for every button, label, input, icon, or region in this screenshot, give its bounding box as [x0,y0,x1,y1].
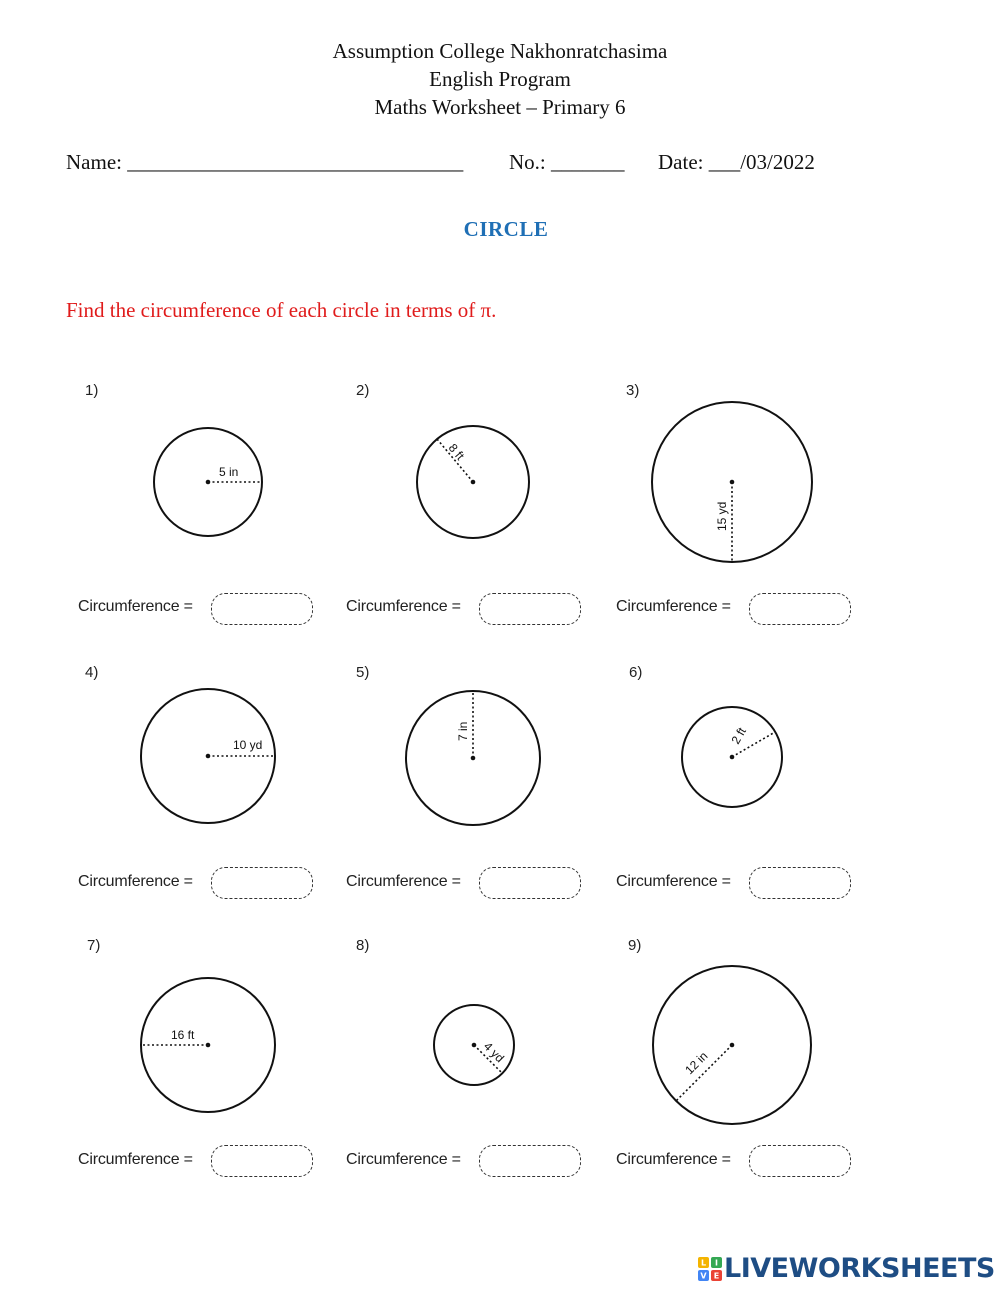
answer-box-6[interactable] [749,867,851,899]
problem-number: 5) [356,664,370,681]
svg-text:E: E [713,1271,720,1281]
circumference-label: Circumference = [78,1151,193,1168]
circumference-label: Circumference = [346,873,461,890]
number-field[interactable]: No.: _______ [509,150,625,174]
radius-label-7: 16 ft [171,1028,195,1042]
problem-number: 4) [85,664,99,681]
answer-box-7[interactable] [211,1145,313,1177]
worksheet-subject: Maths Worksheet – Primary 6 [374,95,626,119]
program-name: English Program [429,67,571,91]
circumference-label: Circumference = [616,873,731,890]
brand-name: LIVEWORKSHEETS [724,1253,995,1284]
problem-number: 2) [356,382,370,399]
center-dot [730,1043,735,1048]
svg-text:I: I [715,1258,718,1268]
answer-box-2[interactable] [479,593,581,625]
radius-label-9: 12 in [682,1048,711,1078]
svg-text:L: L [700,1258,707,1268]
name-field[interactable]: Name: ________________________________ [66,150,464,174]
circumference-label: Circumference = [346,1151,461,1168]
center-dot [206,754,211,759]
center-dot [472,1043,477,1048]
circumference-label: Circumference = [616,598,731,615]
instruction-text: Find the circumference of each circle in terms of π. [66,298,497,322]
center-dot [471,480,476,485]
problem-number: 7) [87,937,101,954]
problem-number: 6) [629,664,643,681]
radius-label-1: 5 in [219,465,239,479]
problem-number: 8) [356,937,370,954]
center-dot [206,480,211,485]
circumference-label: Circumference = [346,598,461,615]
problem-number: 9) [628,937,642,954]
center-dot [730,755,735,760]
answer-box-3[interactable] [749,593,851,625]
center-dot [206,1043,211,1048]
problem-number: 3) [626,382,640,399]
page-title: CIRCLE [463,217,549,241]
radius-label-8: 4 yd [480,1039,507,1066]
problem-number: 1) [85,382,99,399]
answer-box-8[interactable] [479,1145,581,1177]
radius-label-4: 10 yd [233,738,263,752]
answer-box-1[interactable] [211,593,313,625]
circumference-label: Circumference = [78,873,193,890]
radius-label-3: 15 yd [715,501,729,531]
svg-text:V: V [700,1271,707,1281]
circumference-label: Circumference = [616,1151,731,1168]
center-dot [471,756,476,761]
answer-box-9[interactable] [749,1145,851,1177]
school-name: Assumption College Nakhonratchasima [332,39,668,63]
answer-box-4[interactable] [211,867,313,899]
liveworksheets-icon [698,1257,722,1281]
date-field[interactable]: Date: ___/03/2022 [658,150,815,174]
center-dot [730,480,735,485]
circumference-label: Circumference = [78,598,193,615]
radius-label-5: 7 in [456,721,470,741]
answer-box-5[interactable] [479,867,581,899]
radius-label-6: 2 ft [728,725,749,747]
radius-label-2: 8 ft [445,440,468,463]
